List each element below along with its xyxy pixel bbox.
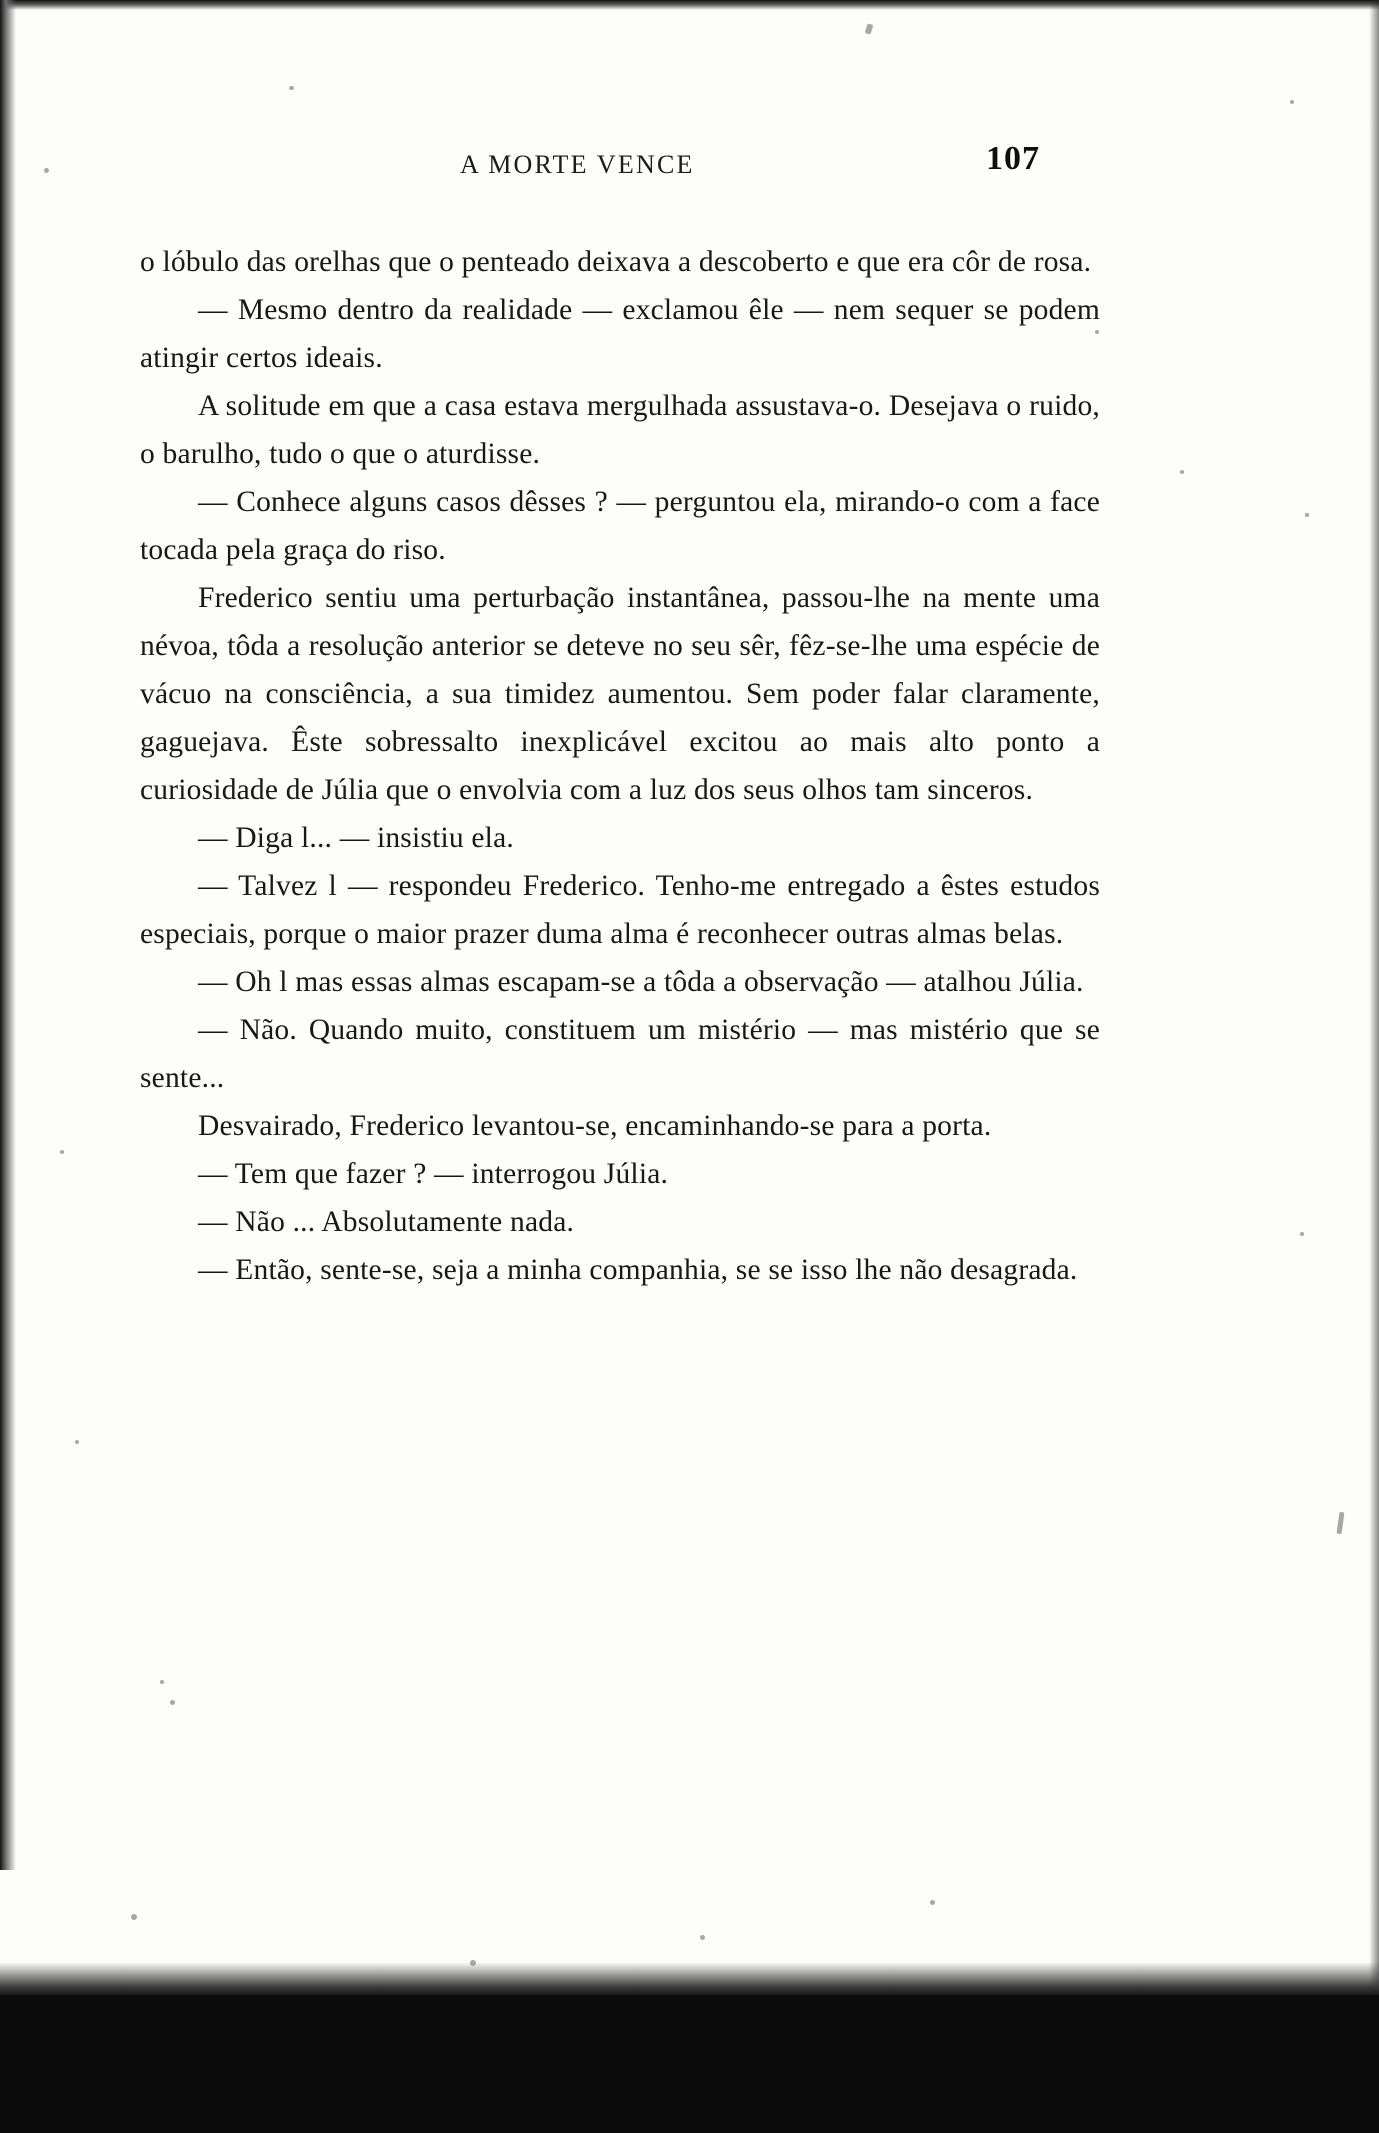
scan-speck — [1336, 1512, 1344, 1534]
paragraph: — Conhece alguns casos dêsses ? — perguntou ela, mirando-o com a face tocada pela graça do riso. — [140, 486, 1100, 566]
scan-speck — [60, 1150, 64, 1154]
paragraph: — Não ... Absolutamente nada. — [198, 1206, 575, 1238]
scan-edge-bottom-fade — [0, 1962, 1379, 1998]
scan-edge-right — [1369, 0, 1379, 2000]
page-text-column — [140, 140, 1100, 1294]
scan-speck — [160, 1680, 164, 1684]
scan-speck — [700, 1935, 705, 1940]
paragraph: — Então, sente-se, seja a minha companhia, se se isso lhe não desagrada. — [198, 1254, 1078, 1286]
scan-speck — [1305, 513, 1309, 517]
paragraph: A solitude em que a casa estava mergulhada assustava-o. Desejava o ruido, o barulho, tudo o que o aturdisse. — [140, 390, 1100, 470]
page-number: 107 — [986, 140, 1040, 177]
paragraph: Desvairado, Frederico levantou-se, encaminhando-se para a porta. — [198, 1110, 992, 1142]
paragraph: Frederico sentiu uma perturbação instantânea, passou-lhe na mente uma névoa, tôda a resolução anterior se deteve no seu sêr, fêz-se-lhe uma espécie de vácuo na consciência, a sua timidez aumentou. Sem poder falar claramente, gaguejava. Êste sobressalto inexplicável excitou ao mais alto ponto a curiosidade de Júlia que o envolvia com a luz dos seus olhos tam sinceros. — [140, 582, 1100, 806]
scan-speck — [44, 168, 49, 173]
paragraph: o lóbulo das orelhas que o penteado deixava a descoberto e que era côr de rosa. — [140, 246, 1092, 278]
scan-speck — [170, 1700, 175, 1705]
running-head-title: A MORTE VENCE — [460, 150, 695, 179]
running-head — [140, 140, 1100, 194]
scan-speck — [1290, 100, 1294, 104]
scan-edge-bottom — [0, 1995, 1379, 2133]
scan-speck — [1180, 470, 1184, 474]
paragraph: — Tem que fazer ? — interrogou Júlia. — [198, 1158, 669, 1190]
scan-edge-left — [0, 0, 16, 1870]
scan-speck — [930, 1900, 935, 1905]
scan-speck — [865, 23, 874, 34]
paragraph: — Não. Quando muito, constituem um mistério — mas mistério que se sente... — [140, 1014, 1100, 1094]
paragraph: — Oh l mas essas almas escapam-se a tôda a observação — atalhou Júlia. — [198, 966, 1084, 998]
paragraph: — Talvez l — respondeu Frederico. Tenho-me entregado a êstes estudos especiais, porque o maior prazer duma alma é reconhecer outras almas belas. — [140, 870, 1100, 950]
scan-speck — [470, 1960, 476, 1966]
scan-speck — [131, 1914, 137, 1920]
paragraph: — Mesmo dentro da realidade — exclamou êle — nem sequer se podem atingir certos ideais. — [140, 294, 1100, 374]
paragraph: — Diga l... — insistiu ela. — [198, 822, 514, 854]
scan-speck — [1300, 1232, 1304, 1236]
scan-speck — [75, 1440, 79, 1444]
scan-edge-top — [0, 0, 1379, 10]
scan-speck — [289, 86, 294, 90]
